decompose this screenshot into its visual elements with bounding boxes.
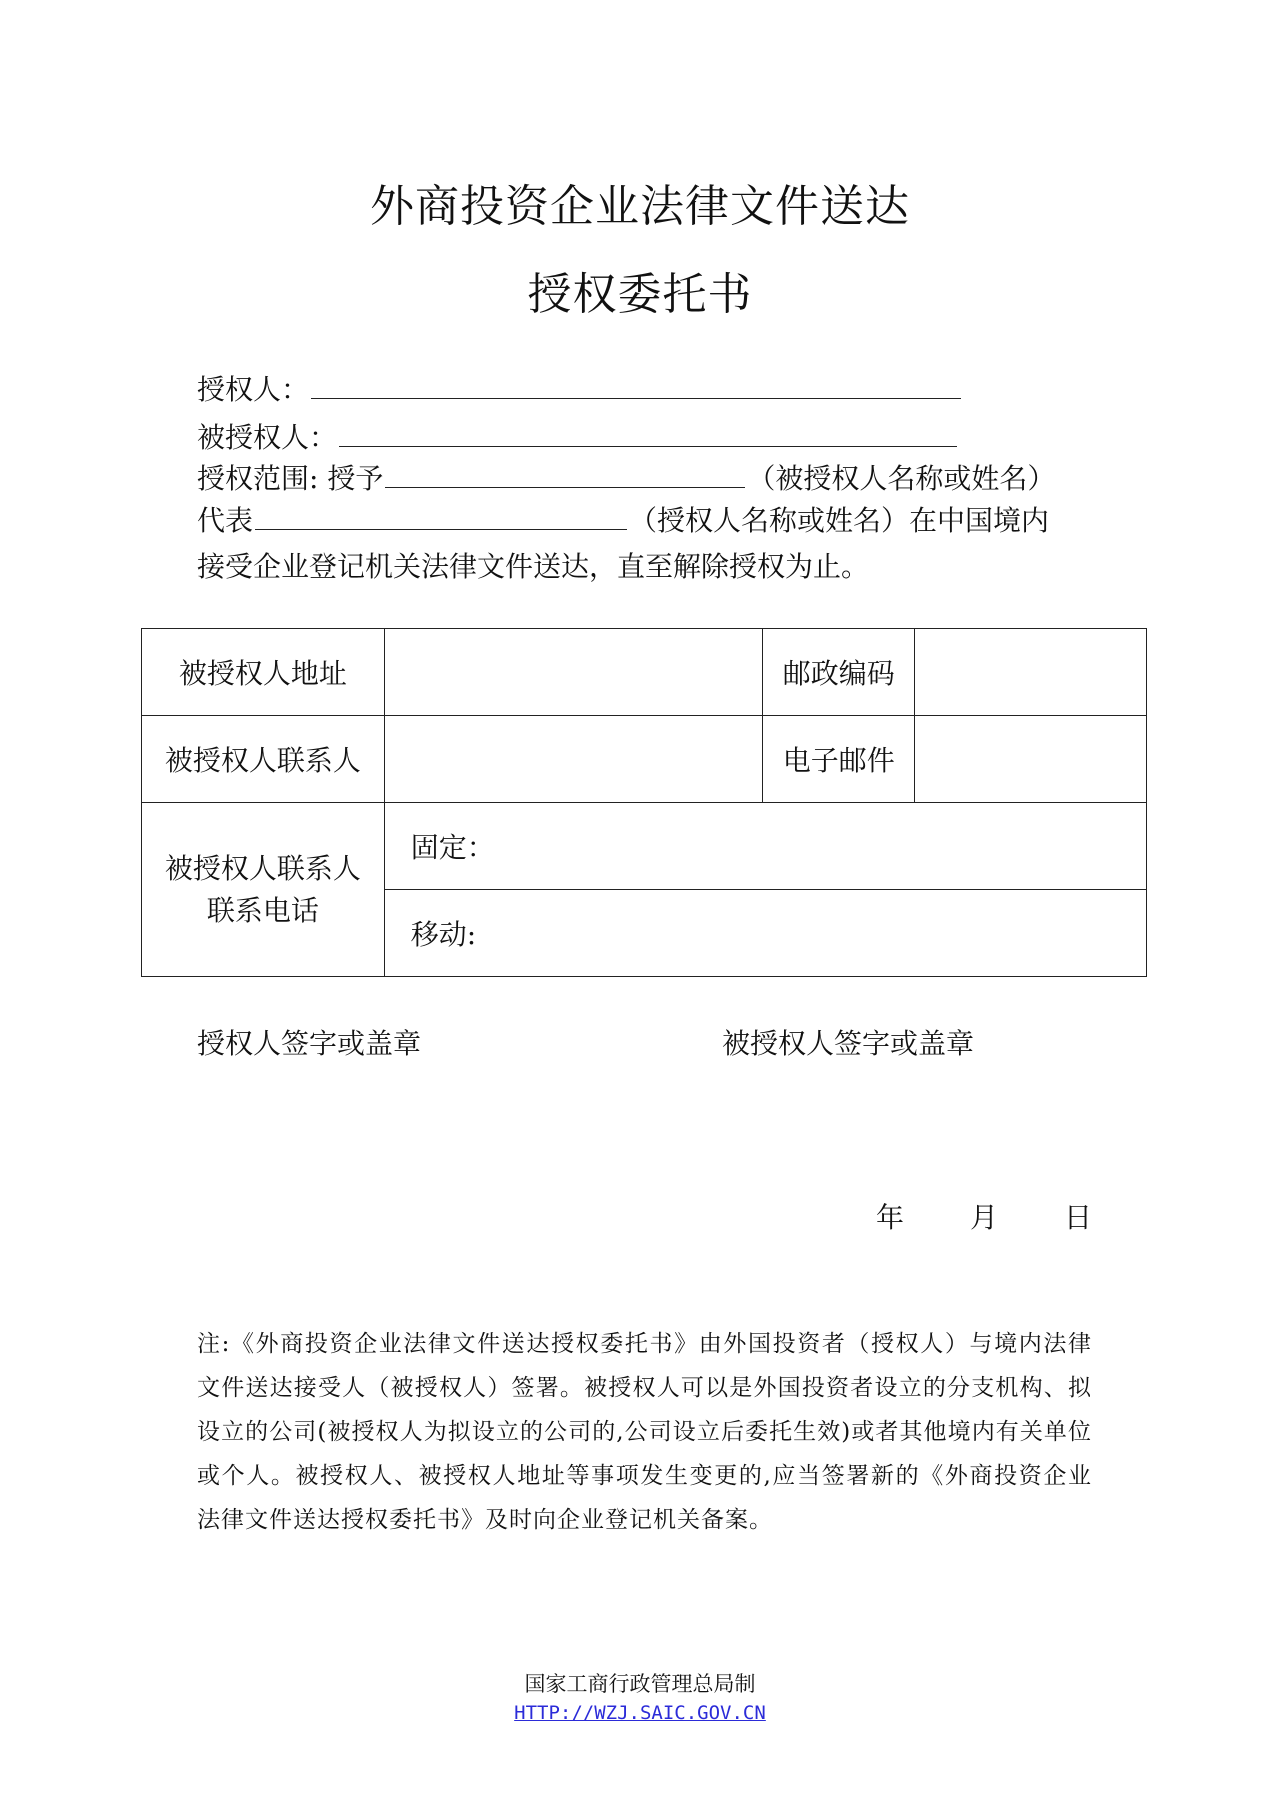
email-cell[interactable] [915, 716, 1147, 803]
footer-url-link[interactable]: HTTP://WZJ.SAIC.GOV.CN [514, 1702, 766, 1724]
grantor-blank[interactable] [311, 374, 961, 399]
grantor-row [197, 372, 963, 408]
phone-label [142, 803, 385, 977]
mobile-label: 移动: [410, 918, 477, 951]
grantee-signature: 被授权人签字或盖章 [722, 1027, 975, 1060]
represent-label: 代表 [197, 504, 254, 537]
document-title-line2: 授权委托书 [527, 269, 753, 320]
represent-row [197, 503, 1049, 539]
scope-tail-row [197, 549, 869, 585]
footer-org: 国家工商行政管理总局制 [524, 1672, 756, 1696]
note-paragraph: 注:《外商投资企业法律文件送达授权委托书》由外国投资者（授权人）与境内法律文件送达接受人（被授权人）签署。被授权人可以是外国投资者设立的分支机构、拟设立的公司(被授权人为拟设立的公司的,公司设立后委托生效)或者其他境内有关单位或个人。被授权人、被授权人地址等事项发生变更的,应当签署新的《外商投资企业法律文件送达授权委托书》及时向企业登记机关备案。 [197, 1331, 1092, 1533]
phone-label-line2: 联系电话 [206, 893, 319, 927]
grantee-row [197, 420, 959, 456]
scope-row [197, 461, 1055, 497]
document-title-line1: 外商投资企业法律文件送达 [370, 181, 910, 232]
date-day: 日 [1064, 1201, 1093, 1234]
mobile-cell[interactable] [384, 890, 1146, 977]
phone-label-line1: 被授权人联系人 [164, 851, 361, 885]
date-month: 月 [970, 1201, 999, 1234]
postcode-label: 邮政编码 [763, 629, 915, 716]
grantee-label: 被授权人： [197, 421, 338, 454]
scope-grantee-blank[interactable] [385, 463, 745, 488]
date-year: 年 [876, 1201, 905, 1234]
represent-hint: （授权人名称或姓名）在中国境内 [629, 504, 1050, 537]
email-label: 电子邮件 [763, 716, 915, 803]
scope-grantee-hint: （被授权人名称或姓名） [747, 462, 1056, 495]
represent-blank[interactable] [255, 505, 627, 530]
scope-tail: 接受企业登记机关法律文件送达，直至解除授权为止。 [197, 550, 870, 583]
grantor-signature: 授权人签字或盖章 [197, 1027, 422, 1060]
contact-label: 被授权人联系人 [142, 716, 385, 803]
address-cell[interactable] [384, 629, 763, 716]
postcode-cell[interactable] [915, 629, 1147, 716]
grantee-blank[interactable] [339, 422, 957, 447]
address-label: 被授权人地址 [142, 629, 385, 716]
grantor-label: 授权人： [197, 373, 310, 406]
landline-cell[interactable] [384, 803, 1146, 890]
grantee-info-table [141, 628, 1147, 977]
scope-label: 授权范围: 授予 [197, 462, 384, 495]
contact-cell[interactable] [384, 716, 763, 803]
landline-label: 固定： [410, 831, 495, 864]
